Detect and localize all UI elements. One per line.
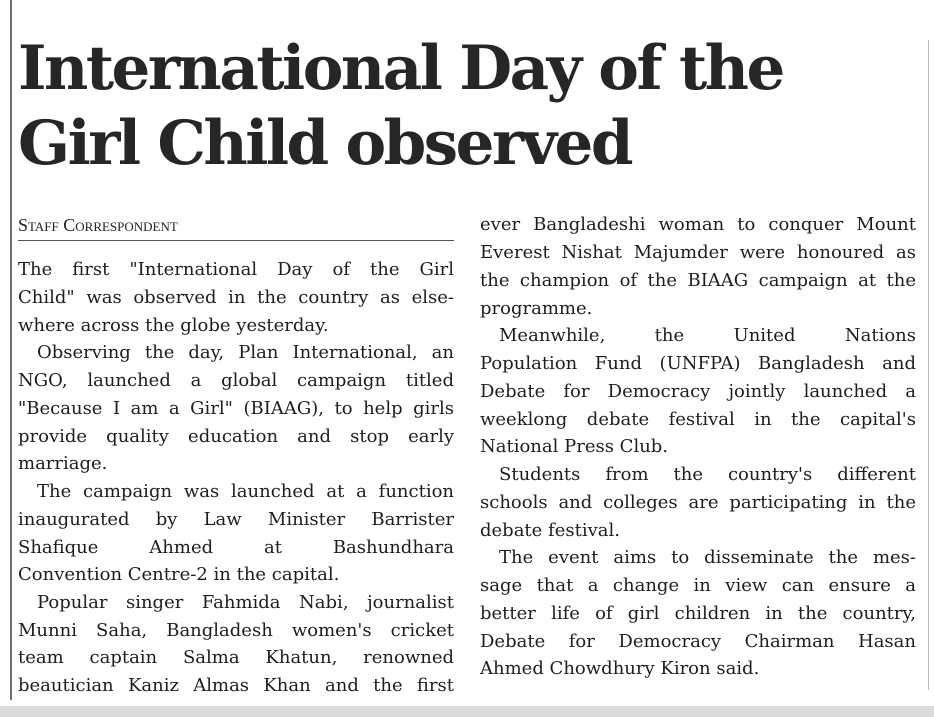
byline-divider xyxy=(18,240,454,241)
text-line: where across the globe yesterday. xyxy=(18,315,329,336)
text-line: better life of girl children in the country, xyxy=(480,603,916,624)
left-column-rule xyxy=(10,0,12,700)
text-line: inaugurated by Law Minister Barrister xyxy=(18,509,454,530)
headline-line-1: International Day of the xyxy=(18,33,783,104)
byline: Staff Correspondent xyxy=(18,215,178,235)
text-line: schools and colleges are participating in the xyxy=(480,492,916,513)
text-line: Convention Centre-2 in the capital. xyxy=(18,564,340,585)
text-line: "Because I am a Girl" (BIAAG), to help girls xyxy=(18,398,454,419)
text-line: Debate for Democracy jointly launched a xyxy=(480,381,916,402)
text-line: Munni Saha, Bangladesh women's cricket xyxy=(18,620,454,641)
text-line: beautician Kaniz Almas Khan and the first xyxy=(18,675,454,696)
text-line: Everest Nishat Majumder were honoured as xyxy=(480,242,916,263)
headline xyxy=(18,31,923,181)
text-line: debate festival. xyxy=(480,520,620,541)
text-line: National Press Club. xyxy=(480,436,669,457)
text-line: sage that a change in view can ensure a xyxy=(480,575,916,596)
text-line: Students from the country's different xyxy=(499,464,916,485)
bottom-margin-band xyxy=(0,706,934,717)
text-line: Debate for Democracy Chairman Hasan xyxy=(480,631,916,652)
text-line: Observing the day, Plan International, an xyxy=(37,342,454,363)
text-line: programme. xyxy=(480,298,593,319)
text-line: The event aims to disseminate the mes- xyxy=(499,547,916,568)
right-edge-rule xyxy=(928,40,929,690)
text-line: Child" was observed in the country as else- xyxy=(18,287,454,308)
text-line: The campaign was launched at a function xyxy=(37,481,454,502)
text-line: Meanwhile, the United Nations xyxy=(499,325,916,346)
text-line: ever Bangladeshi woman to conquer Mount xyxy=(480,214,916,235)
text-line: provide quality education and stop early xyxy=(18,426,454,447)
headline-line-2: Girl Child observed xyxy=(18,108,631,179)
text-line: the champion of the BIAAG campaign at the xyxy=(480,270,916,291)
text-line: Population Fund (UNFPA) Bangladesh and xyxy=(480,353,916,374)
text-line: weeklong debate festival in the capital's xyxy=(480,409,916,430)
text-line: The first "International Day of the Girl xyxy=(18,259,454,280)
text-line: Shafique Ahmed at Bashundhara xyxy=(18,537,454,558)
text-line: marriage. xyxy=(18,453,108,474)
text-line: Popular singer Fahmida Nabi, journalist xyxy=(37,592,454,613)
text-line: team captain Salma Khatun, renowned xyxy=(18,647,454,668)
text-line: Ahmed Chowdhury Kiron said. xyxy=(480,658,760,679)
text-line: NGO, launched a global campaign titled xyxy=(18,370,454,391)
